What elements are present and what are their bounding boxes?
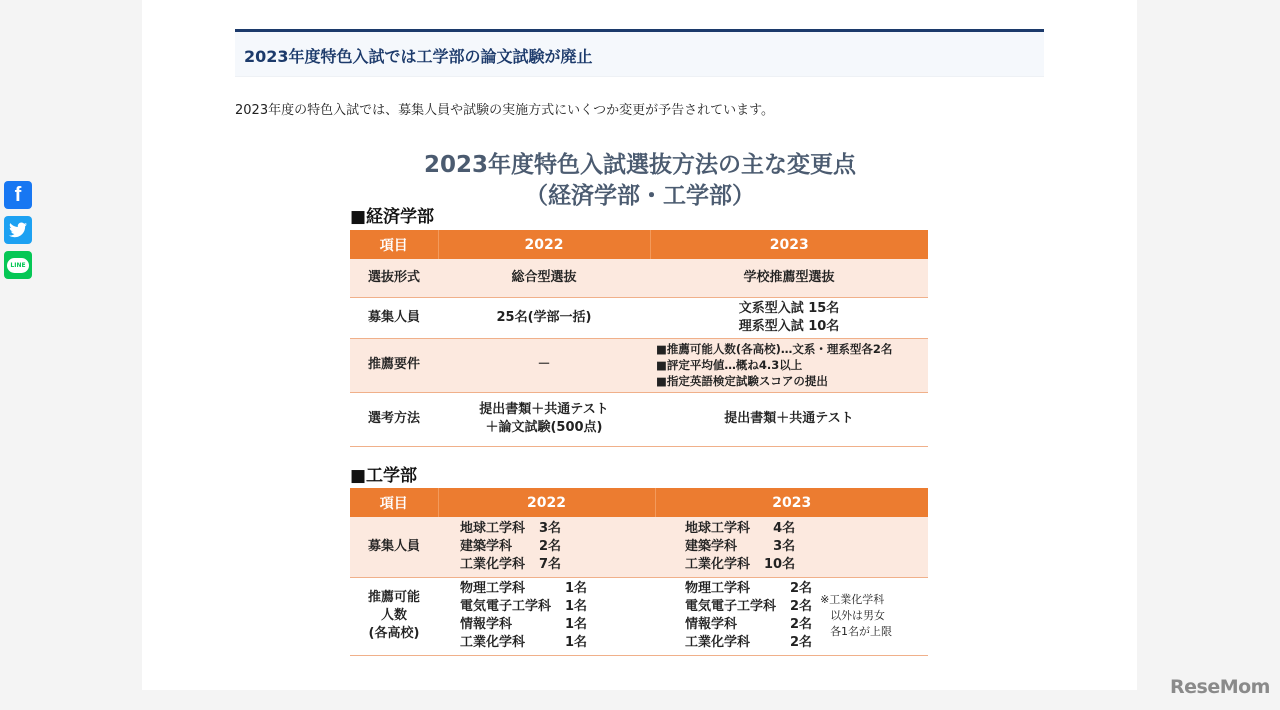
cell	[650, 338, 928, 392]
table-row	[350, 577, 928, 655]
cell	[438, 517, 655, 577]
twitter-share-button[interactable]	[4, 216, 32, 244]
count: 4名	[773, 520, 796, 536]
dept: 物理工学科	[460, 581, 526, 596]
cell-line: 推薦可能	[367, 590, 420, 605]
count: 10名	[764, 556, 796, 572]
cell: 募集人員	[350, 297, 438, 338]
count: 2名	[790, 617, 813, 632]
count: 2名	[790, 581, 813, 596]
cell: －	[438, 338, 650, 392]
header-2023: 2023	[650, 230, 928, 259]
header-2022: 2022	[438, 230, 650, 259]
cell: 総合型選抜	[438, 259, 650, 297]
count: 7名	[539, 556, 562, 572]
facebook-icon: f	[14, 183, 22, 206]
cell-line: (各高校)	[368, 626, 420, 641]
cell-line: 人数	[380, 608, 407, 623]
note-line: 各1名が上限	[830, 625, 893, 638]
cell: 推薦要件	[350, 338, 438, 392]
header-item: 項目	[350, 230, 438, 259]
footnote	[820, 592, 892, 640]
cell-line: 提出書類＋共通テスト	[479, 402, 609, 417]
count: 3名	[773, 538, 796, 554]
dept: 建築学科	[685, 538, 738, 554]
econ-table	[350, 230, 928, 447]
cell-line: ■指定英語検定試験スコアの提出	[656, 374, 828, 388]
table-row	[350, 392, 928, 446]
twitter-icon	[9, 222, 27, 238]
line-share-button[interactable]	[4, 251, 32, 279]
cell: 選抜形式	[350, 259, 438, 297]
dept: 地球工学科	[685, 520, 751, 536]
cell	[350, 577, 438, 655]
table-row	[350, 297, 928, 338]
dept: 工業化学科	[460, 635, 526, 650]
dept: 地球工学科	[460, 520, 526, 536]
count: 1名	[565, 635, 588, 650]
dept: 情報学科	[685, 617, 738, 632]
dept: 工業化学科	[460, 556, 526, 572]
section-heading: 2023年度特色入試では工学部の論文試験が廃止	[235, 29, 1044, 77]
table-row	[350, 517, 928, 577]
dept: 建築学科	[460, 538, 513, 554]
dept: 電気電子工学科	[460, 599, 552, 614]
cell: 提出書類＋共通テスト	[650, 392, 928, 446]
eng-label: ■工学部	[350, 466, 418, 486]
cell: 25名(学部一括)	[438, 297, 650, 338]
cell	[655, 517, 928, 577]
count: 1名	[565, 581, 588, 596]
dept: 物理工学科	[685, 581, 751, 596]
dept: 電気電子工学科	[685, 599, 777, 614]
eng-table	[350, 488, 928, 656]
cell-line: ＋論文試験(500点)	[485, 420, 603, 435]
count: 2名	[539, 538, 562, 554]
cell: 選考方法	[350, 392, 438, 446]
line-icon: LINE	[7, 258, 28, 273]
cell	[650, 297, 928, 338]
table-row	[350, 259, 928, 297]
lead-paragraph: 2023年度の特色入試では、募集人員や試験の実施方式にいくつか変更が予告されています。	[235, 103, 775, 118]
cell	[438, 577, 655, 655]
figure-subtitle: （経済学部・工学部）	[525, 183, 755, 209]
infographic	[340, 140, 940, 670]
header-2023: 2023	[655, 488, 928, 517]
cell-line: ■評定平均値…概ね4.3以上	[656, 358, 803, 372]
count: 3名	[539, 520, 562, 536]
table-row	[350, 338, 928, 392]
count: 2名	[790, 599, 813, 614]
cell	[438, 392, 650, 446]
cell-line: 文系型入試 15名	[738, 300, 840, 316]
count: 1名	[565, 617, 588, 632]
facebook-share-button[interactable]	[4, 181, 32, 209]
note-line: ※工業化学科	[820, 593, 885, 606]
cell-line: 理系型入試 10名	[738, 318, 840, 334]
resemom-logo: ReseMom	[1170, 676, 1270, 698]
cell: 学校推薦型選抜	[650, 259, 928, 297]
cell	[655, 577, 928, 655]
cell-line: ■推薦可能人数(各高校)…文系・理系型各2名	[656, 342, 893, 356]
cell: 募集人員	[350, 517, 438, 577]
dept: 情報学科	[460, 617, 513, 632]
header-item: 項目	[350, 488, 438, 517]
note-line: 以外は男女	[830, 609, 886, 622]
count: 2名	[790, 635, 813, 650]
dept: 工業化学科	[685, 635, 751, 650]
header-2022: 2022	[438, 488, 655, 517]
dept: 工業化学科	[685, 556, 751, 572]
figure-title: 2023年度特色入試選抜方法の主な変更点	[423, 152, 856, 178]
count: 1名	[565, 599, 588, 614]
social-share-bar	[4, 181, 32, 286]
econ-label: ■経済学部	[350, 207, 435, 227]
